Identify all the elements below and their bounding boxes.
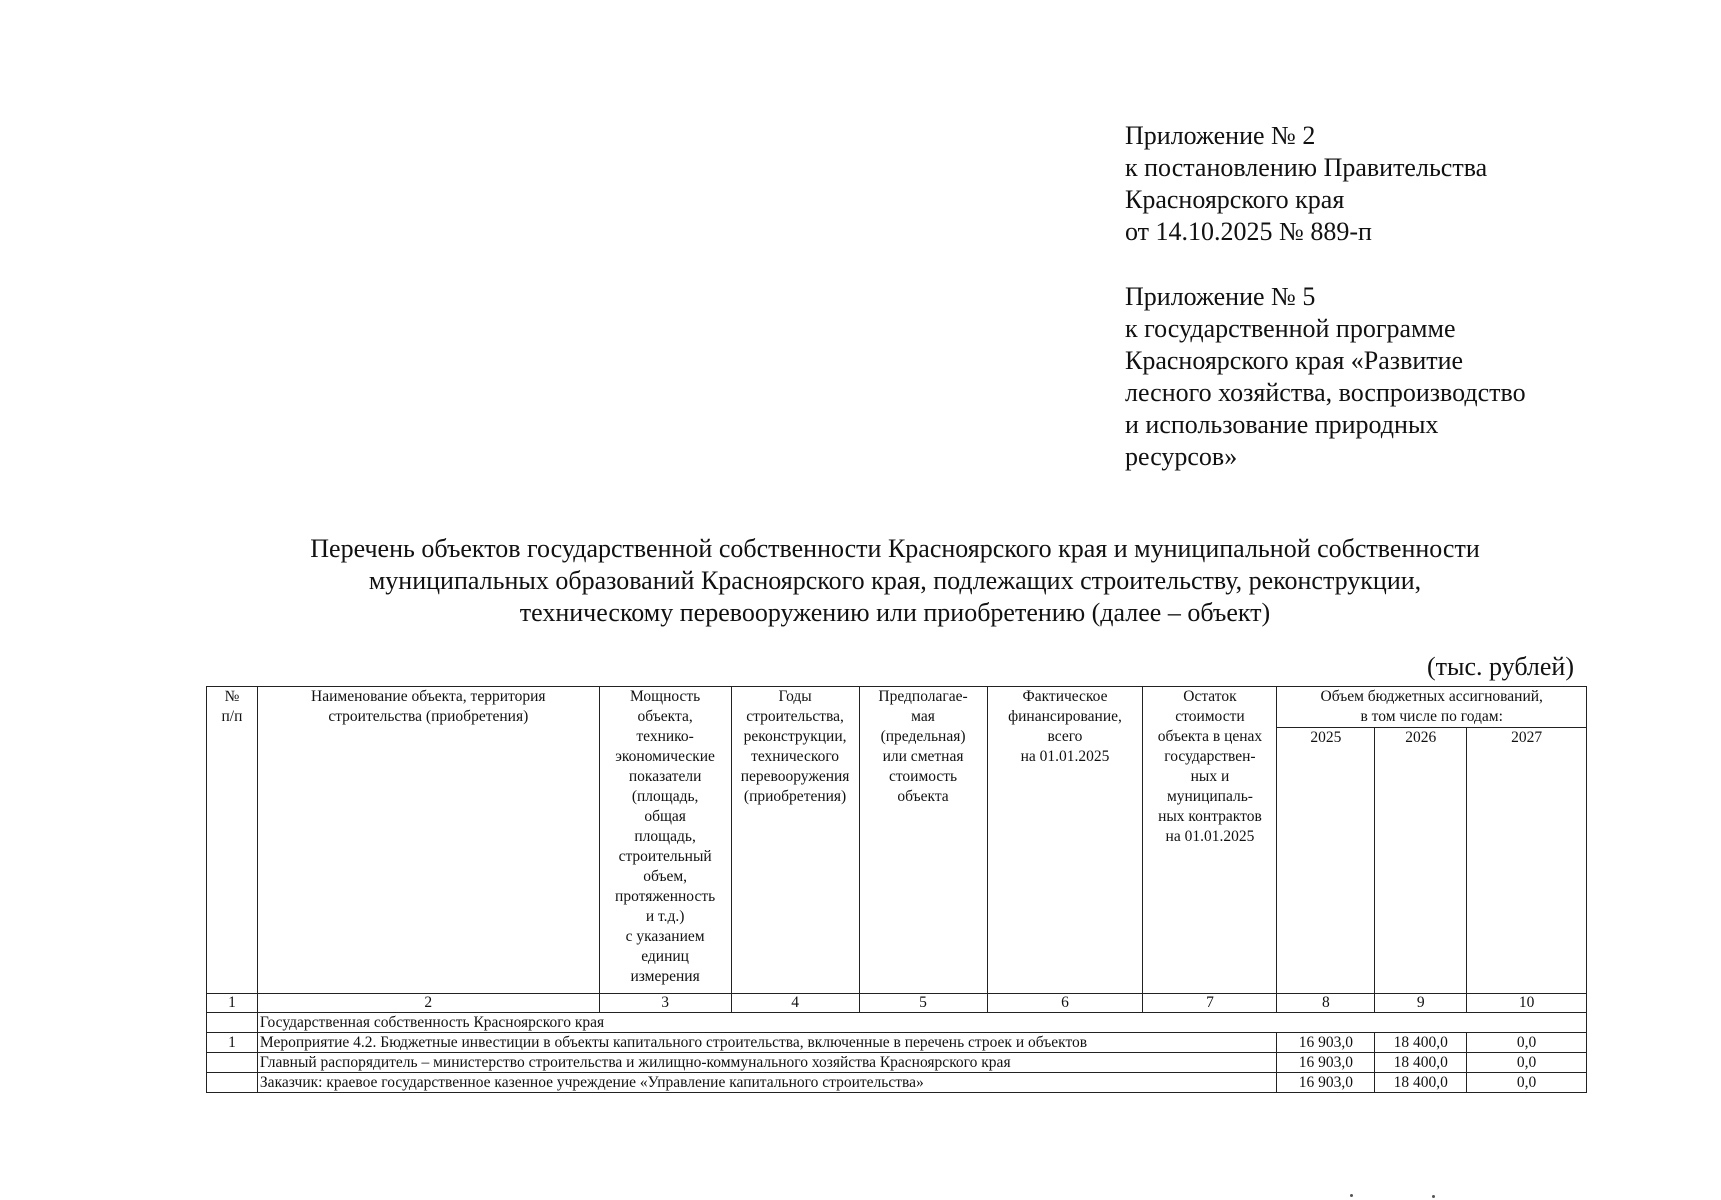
title-line: техническому перевооружению или приобретению (далее – объект) [519, 598, 1271, 627]
row-value-2027: 0,0 [1467, 1033, 1587, 1053]
header-budget-allocations: Объем бюджетных ассигнований, в том числе по годам: [1277, 687, 1587, 728]
appendix-line: Приложение № 5 [1125, 282, 1316, 311]
section-row [207, 1013, 1587, 1033]
row-name: Заказчик: краевое государственное казенное учреждение «Управление капитального строительства» [257, 1073, 1277, 1093]
row-value-2026: 18 400,0 [1375, 1033, 1467, 1053]
column-number: 9 [1375, 994, 1467, 1013]
column-number: 2 [257, 994, 599, 1013]
row-index [207, 1053, 258, 1073]
header-actual-financing: Фактическое финансирование, всего на 01.01.2025 [987, 687, 1143, 994]
column-number: 1 [207, 994, 258, 1013]
table-row [207, 1073, 1587, 1093]
header-year-2027: 2027 [1467, 728, 1587, 994]
column-number: 7 [1143, 994, 1277, 1013]
row-value-2026: 18 400,0 [1375, 1073, 1467, 1093]
header-year-2025: 2025 [1277, 728, 1375, 994]
row-name: Главный распорядитель – министерство строительства и жилищно-коммунального хозяйства Красноярского края [257, 1053, 1277, 1073]
appendix-line: от 14.10.2025 № 889-п [1125, 217, 1372, 246]
row-name: Мероприятие 4.2. Бюджетные инвестиции в объекты капитального строительства, включенные в перечень строек и объектов [257, 1033, 1277, 1053]
title-line: муниципальных образований Красноярского края, подлежащих строительству, реконструкции, [368, 566, 1422, 595]
header-construction-years: Годы строительства, реконструкции, технического перевооружения (приобретения) [731, 687, 859, 994]
appendix-line: Красноярского края [1125, 185, 1345, 214]
row-value-2025: 16 903,0 [1277, 1073, 1375, 1093]
header-index: № п/п [207, 687, 258, 994]
title-line: Перечень объектов государственной собственности Красноярского края и муниципальной собственности [310, 534, 1480, 563]
appendix-5-block [1125, 281, 1526, 473]
row-value-2027: 0,0 [1467, 1073, 1587, 1093]
column-number: 4 [731, 994, 859, 1013]
header-year-2026: 2026 [1375, 728, 1467, 994]
appendix-line: ресурсов» [1125, 442, 1238, 471]
units-label: (тыс. рублей) [1426, 652, 1574, 681]
row-value-2025: 16 903,0 [1277, 1053, 1375, 1073]
row-index: 1 [207, 1033, 258, 1053]
appendix-line: Приложение № 2 [1125, 121, 1316, 150]
header-capacity: Мощность объекта, технико- экономические показатели (площадь, общая площадь, строительный объем, протяженность и т.д.) с указанием единиц измерения [599, 687, 731, 994]
column-number: 10 [1467, 994, 1587, 1013]
appendix-line: Красноярского края «Развитие [1125, 346, 1464, 375]
table-row [207, 1053, 1587, 1073]
section-label: Государственная собственность Красноярского края [257, 1013, 1586, 1033]
column-number: 8 [1277, 994, 1375, 1013]
appendix-line: лесного хозяйства, воспроизводство [1125, 378, 1526, 407]
header-remaining-cost: Остаток стоимости объекта в ценах государствен- ных и муниципаль- ных контрактов на 01.01.2025 [1143, 687, 1277, 994]
row-value-2025: 16 903,0 [1277, 1033, 1375, 1053]
objects-table [206, 686, 1587, 1093]
header-estimated-cost: Предполагае- мая (предельная) или сметная стоимость объекта [859, 687, 987, 994]
column-number: 5 [859, 994, 987, 1013]
row-index [207, 1073, 258, 1093]
document-title [200, 533, 1590, 629]
appendix-2-block [1125, 120, 1487, 248]
header-object-name: Наименование объекта, территория строительства (приобретения) [257, 687, 599, 994]
appendix-line: к постановлению Правительства [1125, 153, 1488, 182]
scan-speck [1350, 1194, 1353, 1197]
column-number: 6 [987, 994, 1143, 1013]
scan-speck [1432, 1195, 1435, 1198]
appendix-line: и использование природных [1125, 410, 1439, 439]
row-value-2027: 0,0 [1467, 1053, 1587, 1073]
table-row [207, 1033, 1587, 1053]
column-numbers-row [207, 994, 1587, 1013]
row-value-2026: 18 400,0 [1375, 1053, 1467, 1073]
appendix-line: к государственной программе [1125, 314, 1456, 343]
section-index [207, 1013, 258, 1033]
column-number: 3 [599, 994, 731, 1013]
